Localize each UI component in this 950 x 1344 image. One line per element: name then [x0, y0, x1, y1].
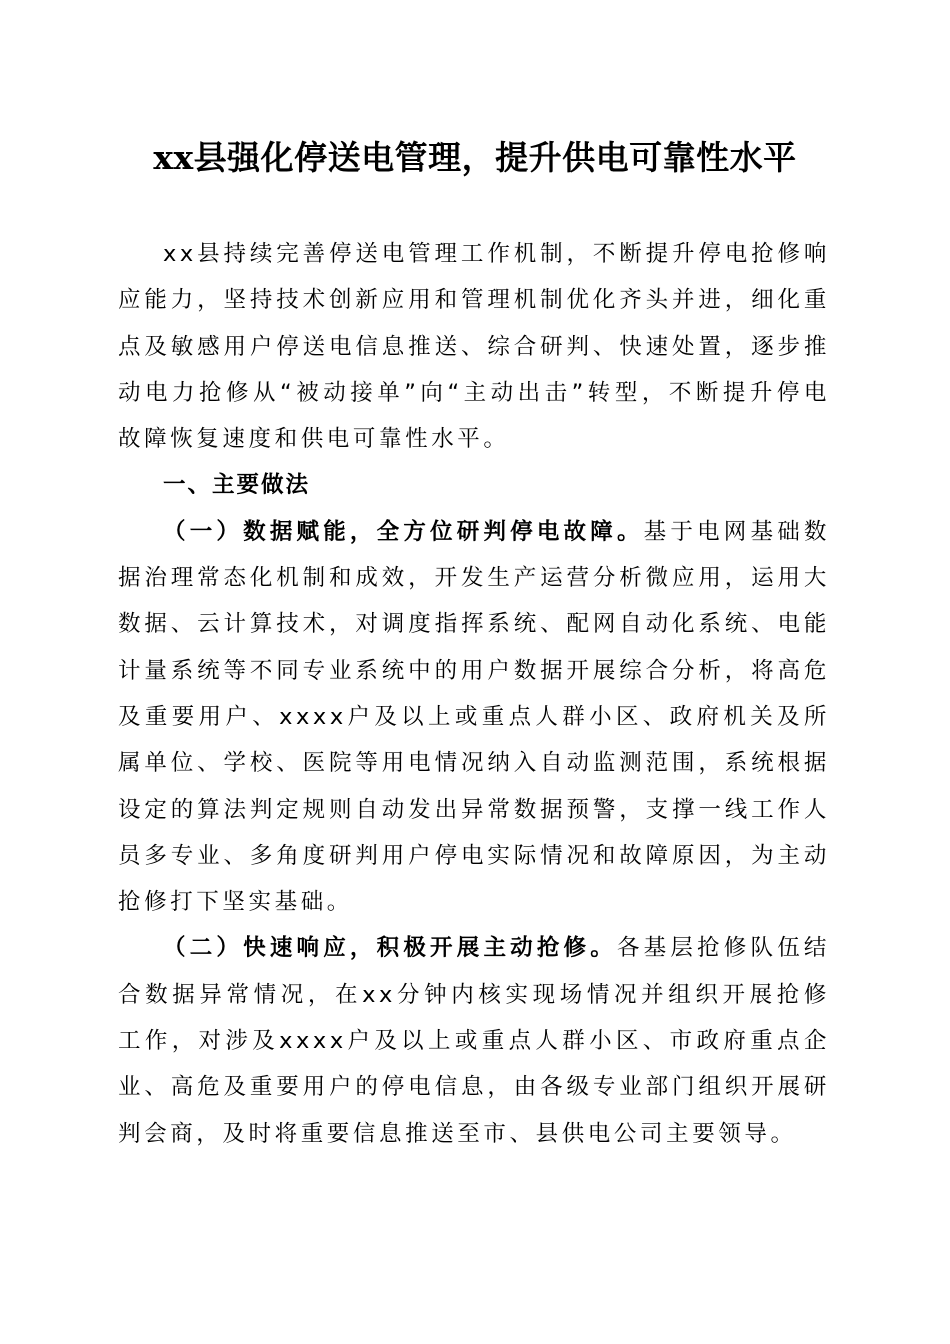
item-1-paragraph — [118, 509, 830, 926]
item-1-text: 基于电网基础数据治理常态化机制和成效，开发生产运营分析微应用，运用大数据、云计算技术，对调度指挥系统、配网自动化系统、电能计量系统等不同专业系统中的用户数据开展综合分析，将高危及重要用户、xxxx户及以上或重点人群小区、政府机关及所属单位、学校、医院等用电情况纳入自动监测范围，系统根据设定的算法判定规则自动发出异常数据预警，支撑一线工作人员多专业、多角度研判用户停电实际情况和故障原因，为主动抢修打下坚实基础。 — [118, 518, 830, 916]
document-title: xx县强化停送电管理，提升供电可靠性水平 — [153, 138, 797, 177]
item-2-text: 各基层抢修队伍结合数据异常情况，在xx分钟内核实现场情况并组织开展抢修工作，对涉及xxxx户及以上或重点人群小区、市政府重点企业、高危及重要用户的停电信息，由各级专业部门组织开展研判会商，及时将重要信息推送至市、县供电公司主要领导。 — [118, 935, 830, 1147]
item-2-lead: （二）快速响应，积极开展主动抢修。 — [163, 935, 617, 962]
intro-paragraph: xx县持续完善停送电管理工作机制，不断提升停电抢修响应能力，坚持技术创新应用和管理机制优化齐头并进，细化重点及敏感用户停送电信息推送、综合研判、快速处置，逐步推动电力抢修从“被动接单”向“主动出击”转型，不断提升停电故障恢复速度和供电可靠性水平。 — [118, 241, 830, 453]
section-heading-main-practices: 一、主要做法 — [163, 472, 311, 499]
item-2-paragraph — [118, 925, 830, 1156]
document-body — [118, 231, 830, 1157]
item-1-lead: （一）数据赋能，全方位研判停电故障。 — [163, 518, 644, 545]
